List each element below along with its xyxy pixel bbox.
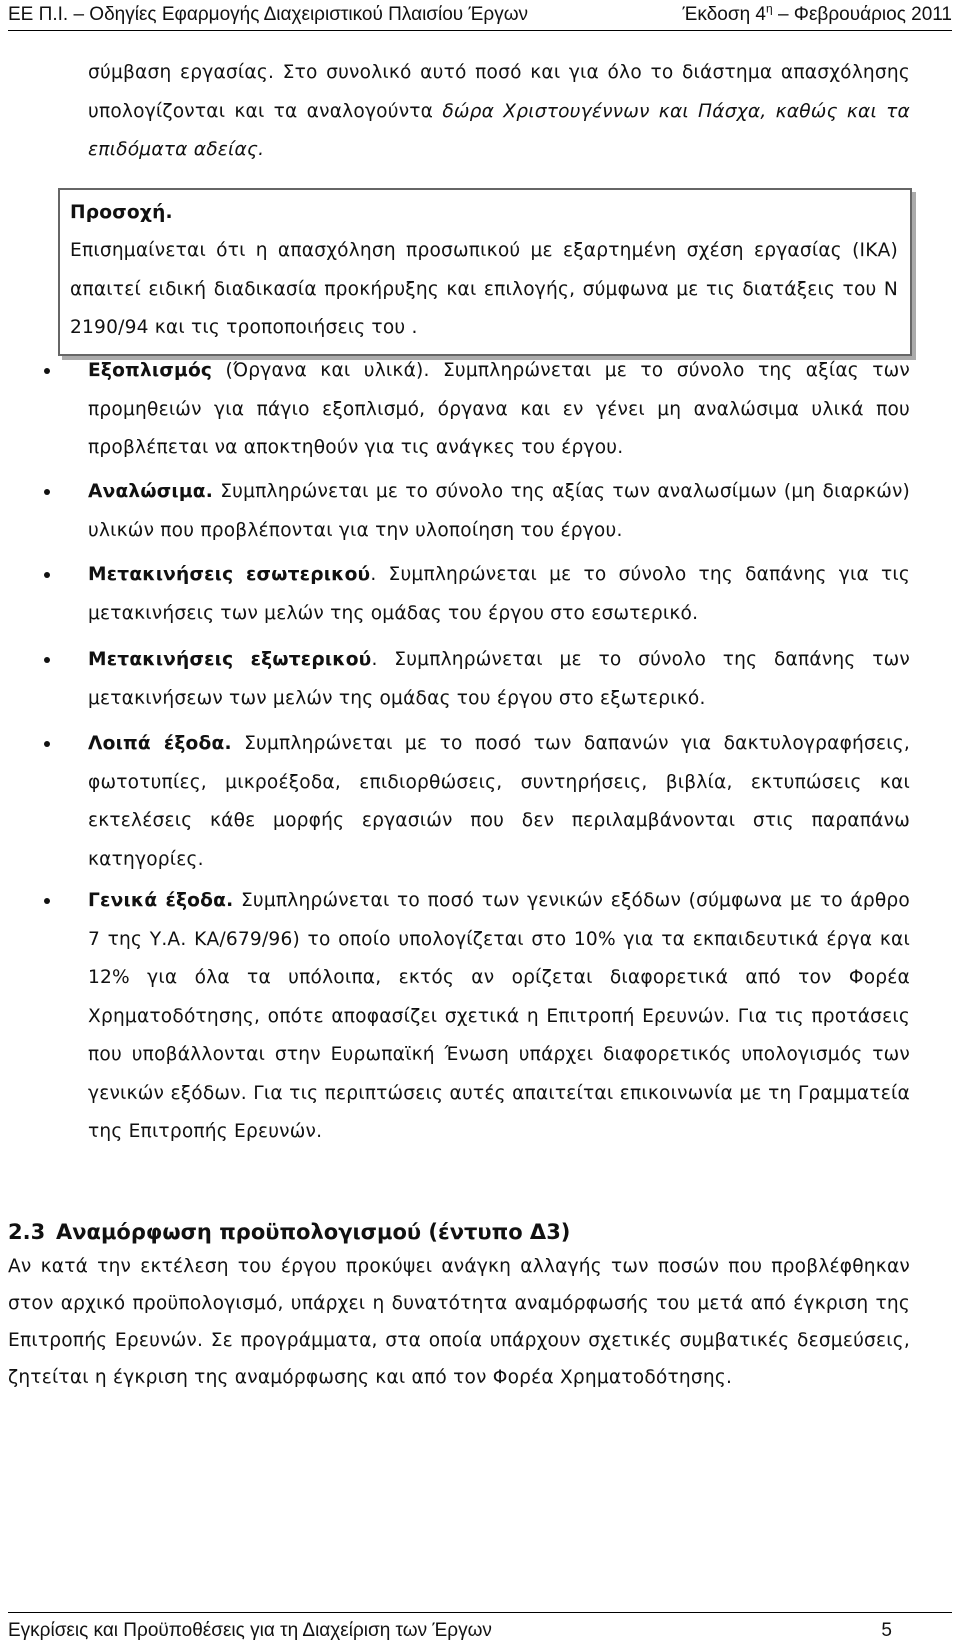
page-number: 5 <box>881 1620 892 1641</box>
bullet-icon <box>44 368 50 374</box>
section-title: Αναμόρφωση προϋπολογισμού (έντυπο Δ3) <box>56 1220 571 1244</box>
intro-paragraph <box>88 54 910 170</box>
list-item-term: Λοιπά έξοδα. <box>88 733 232 754</box>
list-item-text: . Συμπληρώνεται με το σύνολο της δαπάνης για τις μετακινήσεις των μελών της ομάδας του έργου στο εσωτερικό. <box>88 564 910 624</box>
list-item-term: Αναλώσιμα. <box>88 481 214 502</box>
list-item-text: Συμπληρώνεται με το σύνολο της αξίας των αναλωσίμων (μη διαρκών) υλικών που προβλέπονται για την υλοποίηση του έργου. <box>88 481 910 541</box>
note-text: Επισημαίνεται ότι η απασχόληση προσωπικού με εξαρτημένη σχέση εργασίας (ΙΚΑ) απαιτεί ειδική διαδικασία προκήρυξης και επιλογής, σύμφωνα με τις διατάξεις του Ν 2190/94 και τις τροποποιήσεις του . <box>70 240 898 338</box>
list-item-text: . Συμπληρώνεται με το σύνολο της δαπάνης των μετακινήσεων των μελών της ομάδας του έργου στο εξωτερικό. <box>88 649 910 709</box>
section-heading <box>8 1214 570 1250</box>
list-item-foreign-travel <box>88 641 910 718</box>
note-title: Προσοχή. <box>70 202 173 223</box>
header-version-label: Έκδοση 4 <box>682 4 766 25</box>
intro-italic-text: δώρα Χριστουγέννων και Πάσχα, καθώς και τα επιδόματα αδείας. <box>88 100 910 160</box>
bullet-icon <box>44 898 50 904</box>
list-item-domestic-travel <box>88 556 910 633</box>
note-box <box>58 188 912 356</box>
bullet-icon <box>44 489 50 495</box>
list-item-other-expenses <box>88 725 910 879</box>
bullet-icon <box>44 741 50 747</box>
list-item-term: Εξοπλισμός <box>88 360 213 381</box>
list-item-term: Μετακινήσεις εξωτερικού <box>88 649 372 670</box>
list-item-consumables <box>88 473 910 550</box>
header-version <box>683 0 952 30</box>
header-version-date: – Φεβρουάριος 2011 <box>772 4 952 25</box>
section-body: Αν κατά την εκτέλεση του έργου προκύψει ανάγκη αλλαγής των ποσών που προβλέφθηκαν στον αρχικό προϋπολογισμό, υπάρχει η δυνατότητα αναμόρφωσής του μετά από έγκριση της Επιτροπής Ερευνών. Σε προγράμματα, στα οποία υπάρχουν σχετικές συμβατικές δεσμεύσεις, ζητείται η έγκριση της αναμόρφωσης και από τον Φορέα Χρηματοδότησης. <box>8 1256 910 1388</box>
list-item-equipment <box>88 352 910 468</box>
header-document-title: ΕΕ Π.Ι. – Οδηγίες Εφαρμογής Διαχειριστικού Πλαισίου Έργων <box>8 4 529 25</box>
list-item-text: (Όργανα και υλικά). Συμπληρώνεται με το σύνολο της αξίας των προμηθειών για πάγιο εξοπλισμό, όργανα και εν γένει μη αναλώσιμα υλικά που προβλέπεται να αποκτηθούν για τις ανάγκες του έργου. <box>88 360 910 458</box>
bullet-icon <box>44 657 50 663</box>
list-item-text: Συμπληρώνεται το ποσό των γενικών εξόδων (σύμφωνα με το άρθρο 7 της Υ.Α. ΚΑ/679/96) το οποίο υπολογίζεται στο 10% για τα εκπαιδευτικά έργα και 12% για όλα τα υπόλοιπα, εκτός αν ορίζεται διαφορετικά από τον Φορέα Χρηματοδότησης, οπότε αποφασίζει σχετικά η Επιτροπή Ερευνών. Για τις προτάσεις που υποβάλλονται στην Ευρωπαϊκή Ένωση υπάρχει διαφορετικός υπολογισμός των γενικών εξόδων. Για τις περιπτώσεις αυτές απαιτείται επικοινωνία με τη Γραμματεία της Επιτροπής Ερευνών. <box>88 890 910 1142</box>
header-version-sup: η <box>765 1 773 16</box>
list-item-term: Γενικά έξοδα. <box>88 890 234 911</box>
footer-chapter-title: Εγκρίσεις και Προϋποθέσεις για τη Διαχείριση των Έργων <box>8 1620 492 1641</box>
list-item-term: Μετακινήσεις εσωτερικού <box>88 564 371 585</box>
bullet-icon <box>44 572 50 578</box>
page-footer <box>8 1612 952 1641</box>
list-item-text: Συμπληρώνεται με το ποσό των δαπανών για δακτυλογραφήσεις, φωτοτυπίες, μικροέξοδα, επιδιορθώσεις, συντηρήσεις, βιβλία, εκτυπώσεις και εκτελέσεις κάθε μορφής εργασιών που δεν περιλαμβάνονται στις παραπάνω κατηγορίες. <box>88 733 910 870</box>
section-number: 2.3 <box>8 1220 46 1244</box>
page-header <box>8 0 952 31</box>
intro-text: σύμβαση εργασίας. Στο συνολικό αυτό ποσό και για όλο το διάστημα απασχόλησης υπολογίζονται και τα αναλογούντα <box>88 62 910 122</box>
list-item-general-expenses <box>88 882 910 1152</box>
